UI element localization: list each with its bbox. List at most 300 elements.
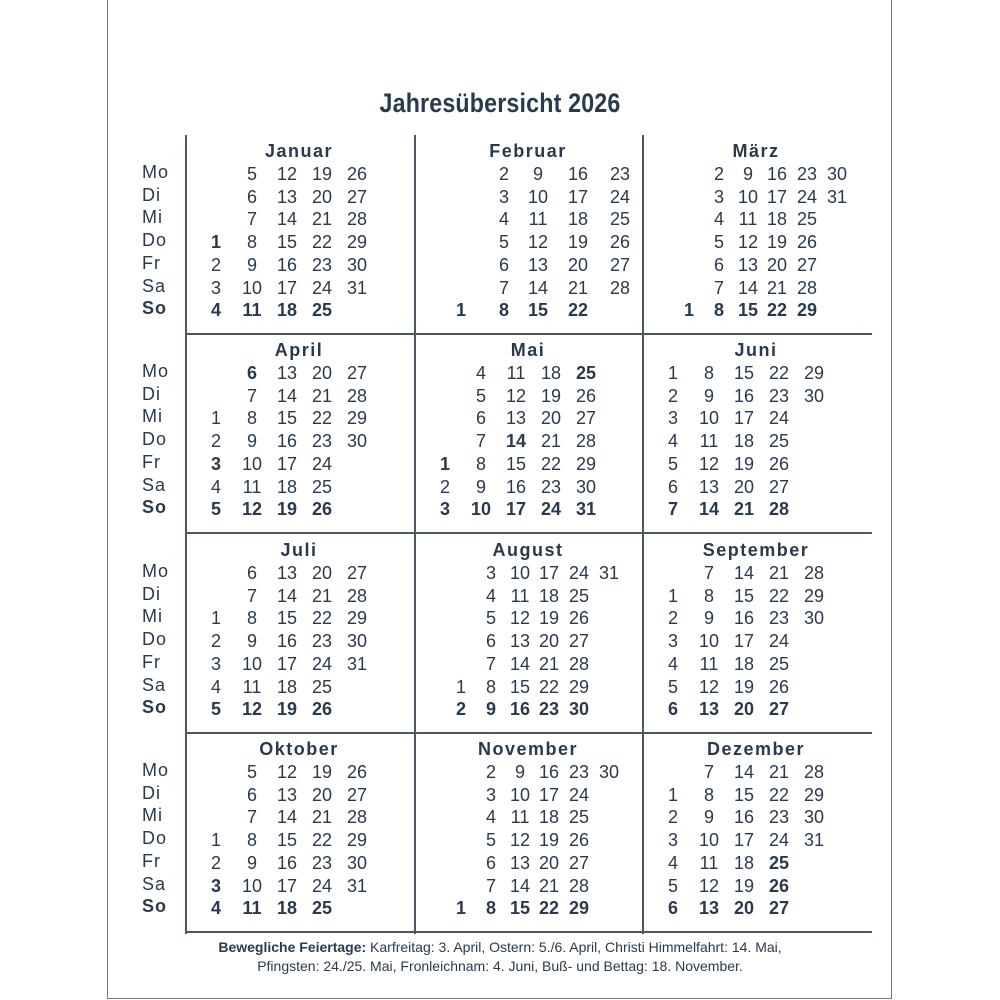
day-cell: 7 (703, 563, 714, 583)
weekday-label: Di (142, 782, 161, 803)
day-cell: 29 (346, 408, 368, 429)
day-cell: 14 (733, 762, 755, 782)
day-cell: 28 (568, 875, 590, 896)
day-cell: 25 (768, 852, 790, 873)
day-cell: 27 (346, 784, 368, 805)
day-cell: 22 (311, 608, 333, 629)
day-cell: 13 (698, 898, 720, 919)
weekday-label: So (142, 298, 168, 319)
day-cell: 2 (210, 631, 221, 652)
day-cell: 27 (768, 898, 790, 919)
day-cell: 24 (311, 653, 333, 674)
day-cell: 22 (311, 830, 333, 851)
day-cell: 15 (527, 300, 549, 321)
day-cell: 31 (346, 875, 368, 896)
day-cell: 26 (568, 830, 590, 851)
day-cell: 19 (766, 232, 788, 253)
day-cell: 28 (346, 385, 368, 406)
day-cell: 25 (768, 653, 790, 674)
weekday-label: Do (142, 629, 168, 650)
day-cell: 30 (346, 631, 368, 652)
day-cell: 6 (246, 186, 257, 207)
day-cell: 7 (703, 762, 714, 782)
day-cell: 24 (311, 277, 333, 298)
day-cell: 27 (346, 363, 368, 383)
day-cell: 7 (485, 875, 496, 896)
day-cell: 7 (246, 585, 257, 606)
day-cell: 25 (311, 898, 333, 919)
day-cell: 19 (276, 499, 298, 520)
day-cell: 29 (803, 784, 825, 805)
day-cell: 1 (210, 830, 221, 851)
day-cell: 31 (826, 186, 848, 207)
day-cell: 8 (485, 676, 496, 697)
day-cell: 20 (311, 363, 333, 383)
day-cell: 29 (803, 363, 825, 383)
day-cell: 30 (803, 807, 825, 828)
day-cell: 26 (609, 232, 631, 253)
day-cell: 2 (498, 164, 509, 184)
day-cell: 5 (210, 699, 221, 720)
day-cell: 19 (311, 762, 333, 782)
day-cell: 19 (733, 875, 755, 896)
day-cell: 15 (509, 898, 531, 919)
day-cell: 7 (667, 499, 678, 520)
day-cell: 3 (498, 186, 509, 207)
day-cell: 2 (455, 699, 466, 720)
day-cell: 18 (567, 209, 589, 230)
day-cell: 17 (733, 408, 755, 429)
day-cell: 9 (246, 431, 257, 452)
day-cell: 1 (455, 676, 466, 697)
weekday-label: Sa (142, 474, 167, 495)
day-cell: 25 (311, 476, 333, 497)
weekday-label: Do (142, 828, 168, 849)
day-cell: 15 (733, 784, 755, 805)
day-cell: 26 (346, 164, 368, 184)
day-cell: 21 (538, 653, 560, 674)
day-cell: 18 (540, 363, 562, 383)
day-cell: 13 (276, 563, 298, 583)
day-cell: 15 (276, 408, 298, 429)
day-cell: 9 (703, 807, 714, 828)
day-cell: 24 (609, 186, 631, 207)
day-cell: 25 (796, 209, 818, 230)
day-cell: 16 (733, 608, 755, 629)
weekday-label: So (142, 697, 168, 718)
day-cell: 14 (509, 653, 531, 674)
day-cell: 16 (276, 431, 298, 452)
day-cell: 13 (276, 186, 298, 207)
day-cell: 13 (509, 852, 531, 873)
day-cell: 16 (505, 476, 527, 497)
day-cell: 4 (667, 431, 678, 452)
day-cell: 20 (733, 699, 755, 720)
weekday-label: Fr (142, 850, 161, 871)
day-cell: 24 (768, 408, 790, 429)
day-cell: 16 (538, 762, 560, 782)
day-cell: 22 (540, 453, 562, 474)
weekday-label: Sa (142, 674, 167, 695)
day-cell: 9 (485, 699, 496, 720)
day-cell: 8 (713, 300, 724, 321)
day-cell: 24 (311, 875, 333, 896)
day-cell: 21 (567, 277, 589, 298)
day-cell: 21 (768, 563, 790, 583)
month-title: September (702, 540, 810, 560)
day-cell: 1 (667, 363, 678, 383)
day-cell: 19 (733, 676, 755, 697)
day-cell: 6 (246, 363, 257, 383)
day-cell: 10 (241, 277, 263, 298)
month-title: November (477, 739, 579, 759)
month-title: Mai (510, 340, 546, 360)
weekday-label: Mo (142, 561, 170, 581)
day-cell: 12 (241, 499, 263, 520)
day-cell: 30 (346, 852, 368, 873)
day-cell: 17 (276, 875, 298, 896)
day-cell: 20 (766, 254, 788, 275)
day-cell: 27 (609, 254, 631, 275)
footer-line2: Pfingsten: 24./25. Mai, Fronleichnam: 4. Juni, Buß- und Bettag: 18. November. (257, 958, 743, 974)
day-cell: 17 (766, 186, 788, 207)
day-cell: 1 (683, 300, 694, 321)
day-cell: 24 (568, 784, 590, 805)
month-title: Januar (264, 141, 334, 161)
day-cell: 29 (346, 830, 368, 851)
day-cell: 27 (346, 563, 368, 583)
day-cell: 6 (246, 784, 257, 805)
month-title: Juli (280, 540, 318, 560)
day-cell: 11 (528, 209, 548, 230)
day-cell: 5 (713, 232, 724, 253)
day-cell: 27 (346, 186, 368, 207)
day-cell: 19 (538, 830, 560, 851)
day-cell: 26 (768, 676, 790, 697)
day-cell: 5 (210, 499, 221, 520)
day-cell: 2 (210, 431, 221, 452)
day-cell: 27 (575, 408, 597, 429)
day-cell: 25 (768, 431, 790, 452)
day-cell: 31 (575, 499, 597, 520)
day-cell: 13 (737, 254, 759, 275)
horizontal-divider (186, 931, 872, 933)
day-cell: 28 (568, 653, 590, 674)
day-cell: 26 (768, 875, 790, 896)
day-cell: 15 (733, 363, 755, 383)
day-cell: 7 (246, 209, 257, 230)
day-cell: 23 (609, 164, 631, 184)
weekday-label: Do (142, 429, 168, 450)
day-cell: 1 (455, 300, 466, 321)
day-cell: 29 (803, 585, 825, 606)
day-cell: 17 (276, 453, 298, 474)
day-cell: 23 (540, 476, 562, 497)
day-cell: 5 (667, 676, 678, 697)
weekday-label: Fr (142, 451, 161, 472)
day-cell: 10 (241, 875, 263, 896)
day-cell: 7 (246, 385, 257, 406)
day-cell: 31 (598, 563, 620, 583)
weekday-label: Fr (142, 252, 161, 273)
day-cell: 26 (768, 453, 790, 474)
day-cell: 7 (498, 277, 509, 298)
day-cell: 16 (276, 852, 298, 873)
day-cell: 23 (768, 385, 790, 406)
day-cell: 13 (527, 254, 549, 275)
month-title: Juni (734, 340, 778, 360)
day-cell: 10 (698, 631, 720, 652)
day-cell: 31 (346, 277, 368, 298)
day-cell: 18 (733, 653, 755, 674)
day-cell: 19 (276, 699, 298, 720)
day-cell: 14 (733, 563, 755, 583)
day-cell: 3 (210, 653, 221, 674)
day-cell: 10 (509, 784, 531, 805)
day-cell: 4 (210, 476, 221, 497)
day-cell: 17 (567, 186, 589, 207)
day-cell: 6 (498, 254, 509, 275)
day-cell: 4 (475, 363, 486, 383)
day-cell: 16 (509, 699, 531, 720)
day-cell: 21 (766, 277, 788, 298)
day-cell: 15 (737, 300, 759, 321)
day-cell: 30 (598, 762, 620, 782)
page-title: Jahresübersicht 2026 (379, 88, 621, 118)
day-cell: 1 (667, 784, 678, 805)
day-cell: 15 (276, 830, 298, 851)
day-cell: 7 (246, 807, 257, 828)
horizontal-divider (186, 333, 872, 335)
day-cell: 12 (276, 762, 298, 782)
day-cell: 24 (568, 563, 590, 583)
day-cell: 8 (703, 585, 714, 606)
day-cell: 25 (311, 676, 333, 697)
day-cell: 3 (713, 186, 724, 207)
day-cell: 24 (540, 499, 562, 520)
day-cell: 17 (733, 631, 755, 652)
day-cell: 14 (698, 499, 720, 520)
day-cell: 6 (485, 852, 496, 873)
day-cell: 23 (768, 807, 790, 828)
day-cell: 28 (768, 499, 790, 520)
month-title: Dezember (706, 739, 806, 759)
day-cell: 3 (485, 784, 496, 805)
day-cell: 18 (276, 476, 298, 497)
day-cell: 13 (698, 476, 720, 497)
month-title: April (274, 340, 324, 360)
day-cell: 26 (311, 499, 333, 520)
day-cell: 2 (210, 254, 221, 275)
day-cell: 20 (733, 476, 755, 497)
day-cell: 11 (242, 476, 262, 497)
weekday-label: Do (142, 230, 168, 251)
day-cell: 26 (311, 699, 333, 720)
day-cell: 2 (667, 608, 678, 629)
day-cell: 3 (667, 830, 678, 851)
day-cell: 14 (737, 277, 759, 298)
day-cell: 2 (439, 476, 450, 497)
day-cell: 21 (733, 499, 755, 520)
day-cell: 1 (455, 898, 466, 919)
day-cell: 13 (276, 363, 298, 383)
weekday-label: Sa (142, 275, 167, 296)
month-title: Februar (489, 141, 567, 161)
day-cell: 14 (527, 277, 549, 298)
day-cell: 30 (803, 608, 825, 629)
day-cell: 25 (568, 585, 590, 606)
day-cell: 2 (210, 852, 221, 873)
day-cell: 31 (346, 653, 368, 674)
day-cell: 18 (538, 807, 560, 828)
day-cell: 20 (540, 408, 562, 429)
day-cell: 29 (346, 232, 368, 253)
day-cell: 22 (311, 232, 333, 253)
day-cell: 26 (575, 385, 597, 406)
day-cell: 14 (509, 875, 531, 896)
day-cell: 10 (241, 453, 263, 474)
day-cell: 17 (276, 653, 298, 674)
day-cell: 23 (311, 631, 333, 652)
day-cell: 11 (242, 300, 262, 321)
day-cell: 15 (276, 608, 298, 629)
day-cell: 30 (575, 476, 597, 497)
day-cell: 2 (485, 762, 496, 782)
day-cell: 17 (505, 499, 527, 520)
day-cell: 11 (242, 898, 262, 919)
day-cell: 14 (276, 807, 298, 828)
day-cell: 8 (246, 408, 257, 429)
day-cell: 8 (475, 453, 486, 474)
day-cell: 10 (241, 653, 263, 674)
month-title: Oktober (259, 739, 339, 759)
weekday-label: So (142, 497, 168, 518)
day-cell: 13 (276, 784, 298, 805)
day-cell: 27 (568, 631, 590, 652)
day-cell: 9 (246, 254, 257, 275)
day-cell: 7 (485, 653, 496, 674)
day-cell: 18 (733, 852, 755, 873)
day-cell: 3 (210, 875, 221, 896)
day-cell: 8 (498, 300, 509, 321)
day-cell: 23 (311, 254, 333, 275)
day-cell: 9 (703, 385, 714, 406)
day-cell: 11 (738, 209, 758, 230)
day-cell: 22 (766, 300, 788, 321)
day-cell: 28 (803, 563, 825, 583)
day-cell: 23 (311, 431, 333, 452)
day-cell: 23 (568, 762, 590, 782)
day-cell: 5 (667, 453, 678, 474)
day-cell: 13 (505, 408, 527, 429)
day-cell: 20 (733, 898, 755, 919)
day-cell: 15 (276, 232, 298, 253)
day-cell: 4 (713, 209, 724, 230)
day-cell: 8 (485, 898, 496, 919)
day-cell: 4 (210, 676, 221, 697)
day-cell: 5 (485, 608, 496, 629)
day-cell: 14 (276, 209, 298, 230)
day-cell: 9 (246, 852, 257, 873)
day-cell: 9 (532, 164, 543, 184)
weekday-label: Mi (142, 805, 163, 826)
day-cell: 12 (241, 699, 263, 720)
day-cell: 30 (826, 164, 848, 184)
day-cell: 29 (568, 898, 590, 919)
day-cell: 18 (538, 585, 560, 606)
day-cell: 28 (346, 807, 368, 828)
day-cell: 28 (346, 585, 368, 606)
day-cell: 24 (796, 186, 818, 207)
day-cell: 28 (609, 277, 631, 298)
day-cell: 22 (768, 784, 790, 805)
day-cell: 14 (276, 385, 298, 406)
day-cell: 24 (768, 631, 790, 652)
day-cell: 27 (568, 852, 590, 873)
day-cell: 10 (698, 830, 720, 851)
day-cell: 4 (485, 807, 496, 828)
day-cell: 9 (742, 164, 753, 184)
day-cell: 15 (509, 676, 531, 697)
day-cell: 4 (210, 300, 221, 321)
day-cell: 29 (575, 453, 597, 474)
day-cell: 23 (311, 852, 333, 873)
day-cell: 22 (768, 585, 790, 606)
day-cell: 14 (505, 431, 527, 452)
day-cell: 5 (475, 385, 486, 406)
day-cell: 7 (475, 431, 486, 452)
day-cell: 7 (713, 277, 724, 298)
day-cell: 24 (311, 453, 333, 474)
day-cell: 5 (667, 875, 678, 896)
day-cell: 31 (803, 830, 825, 851)
weekday-label: Sa (142, 873, 167, 894)
day-cell: 20 (311, 563, 333, 583)
day-cell: 27 (768, 476, 790, 497)
day-cell: 25 (575, 363, 597, 383)
day-cell: 21 (311, 585, 333, 606)
day-cell: 21 (768, 762, 790, 782)
day-cell: 16 (567, 164, 589, 184)
day-cell: 30 (346, 431, 368, 452)
day-cell: 12 (505, 385, 527, 406)
day-cell: 4 (667, 653, 678, 674)
day-cell: 4 (210, 898, 221, 919)
day-cell: 28 (796, 277, 818, 298)
day-cell: 23 (796, 164, 818, 184)
day-cell: 5 (246, 762, 257, 782)
day-cell: 4 (667, 852, 678, 873)
day-cell: 18 (733, 431, 755, 452)
day-cell: 19 (567, 232, 589, 253)
day-cell: 2 (713, 164, 724, 184)
day-cell: 8 (246, 232, 257, 253)
day-cell: 11 (699, 852, 719, 873)
weekday-label: Mi (142, 207, 163, 228)
day-cell: 17 (538, 563, 560, 583)
day-cell: 26 (346, 762, 368, 782)
day-cell: 12 (698, 875, 720, 896)
day-cell: 15 (733, 585, 755, 606)
weekday-label: Mo (142, 760, 170, 780)
day-cell: 16 (766, 164, 788, 184)
day-cell: 17 (733, 830, 755, 851)
day-cell: 5 (498, 232, 509, 253)
day-cell: 13 (509, 631, 531, 652)
day-cell: 3 (439, 499, 450, 520)
day-cell: 20 (567, 254, 589, 275)
day-cell: 4 (498, 209, 509, 230)
